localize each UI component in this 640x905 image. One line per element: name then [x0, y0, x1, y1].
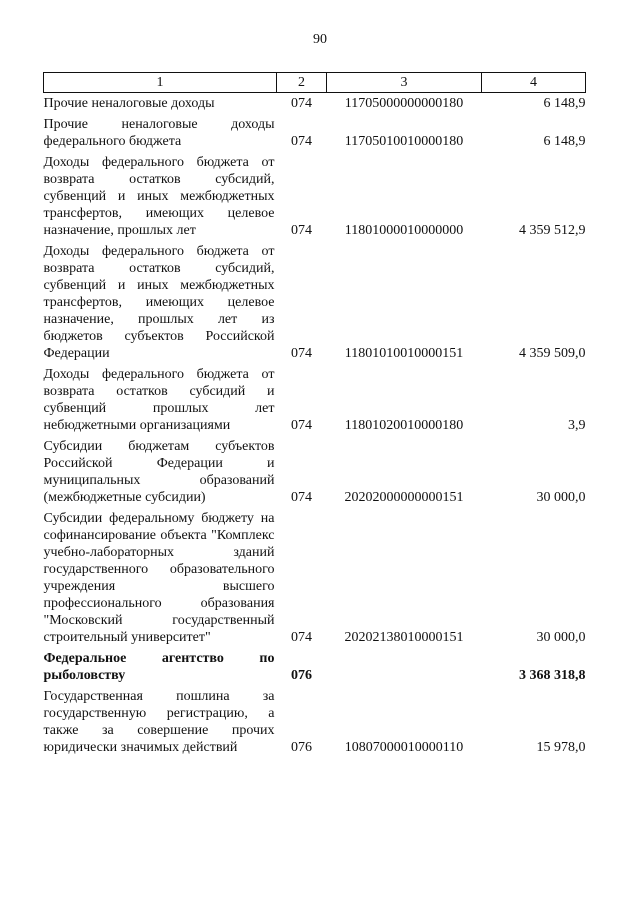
row-admin-code: 074 [291, 418, 312, 433]
table-header [44, 73, 586, 93]
row-amount: 4 359 512,9 [519, 223, 586, 238]
page-number: 90 [313, 32, 327, 47]
header-col-3: 3 [327, 73, 482, 93]
row-name: Субсидии федеральному бюджету на софинансирование объекта "Комплекс учебно-лабораторных зданий государственного образовательного учреждения высшего профессионального образования "Московский государственный строительный университет" [43, 511, 275, 645]
row-admin-code: 074 [291, 346, 312, 361]
row-admin-code: 074 [291, 490, 312, 505]
row-kbk-code: 10807000010000110 [344, 740, 464, 755]
row-name: Государственная пошлина за государственную регистрацию, а также за совершение прочих юридически значимых действий [43, 689, 275, 755]
table-row [44, 434, 586, 506]
row-admin-code: 074 [291, 134, 312, 149]
row-admin-code: 074 [291, 223, 312, 238]
row-name: Доходы федерального бюджета от возврата остатков субсидий, субвенций и иных межбюджетных трансфертов, имеющих целевое назначение, прошлых лет из бюджетов субъектов Российской Федерации [43, 244, 275, 361]
row-name: Прочие неналоговые доходы федерального бюджета [43, 117, 275, 149]
row-name: Федеральное агентство по рыболовству [43, 651, 275, 683]
table-row [44, 150, 586, 239]
row-kbk-code: 11801020010000180 [344, 418, 464, 433]
row-name: Прочие неналоговые доходы [43, 96, 215, 111]
table-row [44, 93, 586, 113]
row-name: Доходы федерального бюджета от возврата остатков субсидий, субвенций и иных межбюджетных трансфертов, имеющих целевое назначение, прошлых лет [43, 155, 275, 238]
row-name: Доходы федерального бюджета от возврата остатков субсидий и субвенций прошлых лет небюджетными организациями [43, 367, 275, 433]
table-row [44, 362, 586, 434]
row-admin-code: 074 [291, 96, 312, 111]
row-admin-code: 074 [291, 630, 312, 645]
budget-table [43, 72, 586, 756]
row-amount: 3 368 318,8 [519, 668, 586, 683]
row-kbk-code [327, 646, 482, 684]
table-row [44, 239, 586, 362]
table-row [44, 112, 586, 150]
row-amount: 30 000,0 [536, 630, 586, 645]
row-amount: 30 000,0 [536, 490, 586, 505]
row-admin-code: 076 [291, 668, 312, 683]
header-col-1: 1 [44, 73, 277, 93]
row-kbk-code: 11801010010000151 [344, 346, 464, 361]
row-kbk-code: 20202000000000151 [344, 490, 464, 505]
row-amount: 6 148,9 [543, 96, 586, 111]
header-col-4: 4 [482, 73, 586, 93]
row-amount: 6 148,9 [543, 134, 586, 149]
row-amount: 3,9 [568, 418, 586, 433]
table-row [44, 684, 586, 756]
header-col-2: 2 [277, 73, 327, 93]
row-kbk-code: 11801000010000000 [344, 223, 464, 238]
table-row-agency-total [44, 646, 586, 684]
row-kbk-code: 11705000000000180 [344, 96, 464, 111]
row-kbk-code: 20202138010000151 [344, 630, 464, 645]
table-row [44, 506, 586, 646]
row-kbk-code: 11705010010000180 [344, 134, 464, 149]
table-body [44, 93, 586, 757]
row-amount: 4 359 509,0 [519, 346, 586, 361]
row-name: Субсидии бюджетам субъектов Российской Федерации и муниципальных образований (межбюджетные субсидии) [43, 439, 275, 505]
row-admin-code: 076 [291, 740, 312, 755]
row-amount: 15 978,0 [536, 740, 586, 755]
